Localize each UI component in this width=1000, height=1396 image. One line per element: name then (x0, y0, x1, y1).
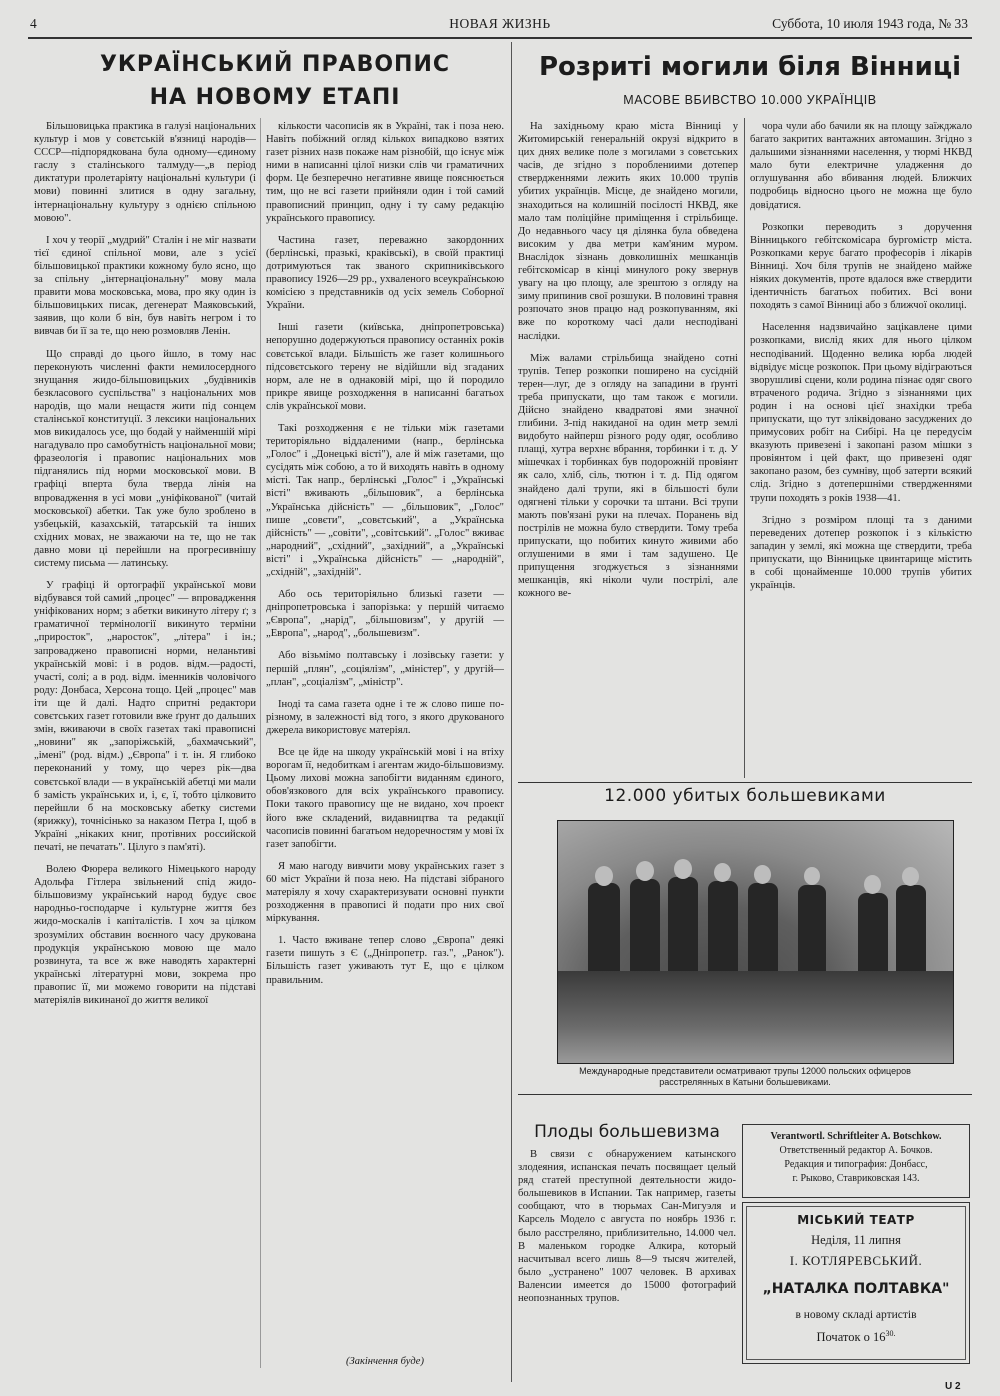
paragraph: Або ось територіяльно близькі газети — дніпропетровська і запорізька: у першій читаємо „Європа", „нарід", „більшовизм", у другій — „Европа", „народ", „большевизм". (266, 589, 504, 640)
date-issue: Суббота, 10 июля 1943 года, № 33 (772, 16, 968, 31)
header-rule (28, 37, 972, 39)
photo-caption-line2: расстрелянных в Катыни большевиками. (659, 1077, 831, 1087)
paragraph: І хоч у теорії „мудрий" Сталін і не міг назвати тієї єдиної спільної мови, але з усієї більшовицької практики кожному було ясно, що за спільну „інтернаціональну" мову мала правити мова московська, мова, про яку один із більшовицьких писак, дегенерат Маяковський, заявив, що коли б він, був навіть негром і то вивчав би її за те, що нею розмовляв Ленін. (34, 234, 256, 338)
paragraph: 1. Часто вживане тепер слово „Європа" деякі газети пишуть з Є („Дніпропетр. газ.", „Ранок"). Більшість газет уживають тут Е, що є цілком правильним. (266, 935, 504, 986)
column-divider-left (260, 118, 261, 1368)
plody-title: Плоды большевизма (534, 1122, 720, 1142)
photo-caption (518, 1066, 972, 1088)
imprint-box (742, 1124, 970, 1198)
paragraph: Волею Фюрера великого Німецького народу Адольфа Гітлера звільнений спід жидо-більшовизму український народ будує своє народньо-господарче і культурне життя без жидо-москалів і капіталістів. І хоч за цілком зрозумілих обставин воєнного часу друкована продукція українською мовою ще мало розвинута, та все ж вже наводять характерні українські літературні мови, зокрема про правопис її, ми можемо говорити на підставі матеріялів викинаної до життя великої (34, 864, 256, 1006)
paragraph: кількости часописів як в Україні, так і поза нею. Навіть побіжний огляд кількох випадково взятих газет різних назв покаже нам різнобій, що існує між ними в написанні цілої низки слів чи граматичних форм. Це безперечно негативне явище пояснюється тим, що не всі газети прийняли один і той самий правописний принцип, одну і ту саму редакцію українського правопису. (266, 121, 504, 224)
theatre-box (742, 1202, 970, 1364)
imprint-line: Ответственный редактор А. Бочков. (779, 1145, 933, 1156)
paragraph: У графіці й ортографії української мови відбувався той самий „процес" — впровадження уніфікованих норм; з абетки викинуто літеру ґ; з граматичної термінології викинуто терміни „приросток", „наросток", „літера" і ін.; запроваджено правописні норми, неланьтиві українській мові: і в родов. відм.—радості, участі, солі; а в род. відм. іменників чоловічого роду: Донбаса, Херсона тощо. Цей „процес" мав іти ще й далі. Надто спритні редактори совєтських газет готовили вже ґрунт до дальших змін, вживаючи в своїх газетах такі правописні „новини" як „запоріжській, „бахмачський", „імені" (род. відм.) „Європа" і т. ін. Я глибоко переконаний у тому, що через рік—два совєтської влади — в українській абетці ми мали б замість українських и, і, є, ї, тобто цілковито перейшли б на московську абетку системи (ярижку), точнісінько за наказом Петра І, щоб в Україні „нікаких книг, протівних российской печаті, не печатать". Цілуго з пам'яті). (34, 580, 256, 853)
section-rule-2 (518, 1094, 972, 1095)
theatre-date: Неділя, 11 липня (811, 1233, 901, 1247)
paragraph: Розкопки переводить з доручення Вінницького гебітскомісара бургомістр міста. Розкопками керує багато професорів і лікарів Вінниці. Хоч біля трупів не знайдено майже ніяких документів, проте вдалося вже ствердити ідентичність багатьох побитих. Всі вони походять з самої Вінниці або з ближчої околиці. (750, 221, 972, 312)
imprint-line: Verantwortl. Schriftleiter A. Botschkow. (770, 1131, 942, 1142)
photo-heading: 12.000 убитых большевиками (604, 786, 886, 806)
page-number: 4 (30, 16, 37, 31)
theatre-start (743, 1329, 969, 1345)
paragraph: Все це йде на шкоду українській мові і на втіху ворогам її, недобиткам і агентам жидо-більшовизму. Цьому лихові можна запобігти виданням єдиного, обов'язкового для всіх українського правопису. Поки такого правопису ще не видано, хоч проект його вже складений, видавництва та редакції часописів повинні багатьом недоречностям у мові їх газет запобігти. (266, 747, 504, 850)
paragraph: В связи с обнаружением катынского злодеяния, испанская печать посвящает целый ряд статей преступной деятельности жидо-большевиков в Испании. Так например, газеты сообщают, что в тюрьмах Сан-Мигуэля и Карсель Модело с августа по ноябрь 1936 г. было расстреляно, приблизительно, 14.000 чел. В маленьком городке Алкира, который насчитывал всего лишь 8—9 тысяч жителей, было „устранено" 1007 человек. В архивах Валенсии имеется до 15000 фотографий неопознанных трупов. (518, 1149, 736, 1305)
theatre-start-label: Початок о 16 (816, 1330, 886, 1345)
column-divider (511, 42, 512, 1382)
katyn-photo (557, 820, 954, 1064)
left-article-title-line2: НА НОВОМУ ЕТАПІ (149, 85, 401, 110)
paragraph: Населення надзвичайно зацікавлене цими розкопками, вислід яких для нього цілком несподіваний. Щоденно велика юрба людей відвідує місце розкопок. При цьому відіграються зворушливі сцени, коли родина пізнає одяг свого втраченого родича. Згідно з зізнаннями цих родин і на основі цієї знахідки треба припускати, що тут зліквідовано засуджених до примусових робіт на Сибірі. На це передусім вказують привезені і закопані разом мішки з провіянтом і цей факт, що привезені одяг закопано разом, без сумніву, щоб затерти всякий слід. Згідно з дотепершніми ствердженнями трупи походять з років 1938—41. (750, 322, 972, 504)
theatre-author: І. КОТЛЯРЕВСЬКИЙ. (789, 1253, 923, 1268)
paragraph: Інші газети (київська, дніпропетровська) непорушно додержуються правопису останніх років совєтської влади. Більшість же газет колишнього підсовєтського терену не відійшли від згаданих норм, але не в однаковій мірі, що й породило прикре явище розходження в написанні багатьох слів української мови. (266, 322, 504, 412)
section-rule (518, 782, 972, 783)
right-article-title: Розриті могили біля Вінниці (538, 52, 962, 82)
theatre-start-sup: 30. (885, 1329, 896, 1338)
right-article-column-2 (750, 120, 972, 780)
right-article-column-1 (518, 120, 738, 780)
left-article-column-1 (34, 120, 256, 1365)
paragraph: Я маю нагоду вивчити мову українських газет з 60 міст України й поза нею. На підставі зібраного матеріялу я хочу схарактеризувати основні пункти розходження в правописі й подати про них свої міркування. (266, 860, 504, 925)
paper-name: НОВАЯ ЖИЗНЬ (449, 16, 551, 31)
right-article-subtitle: МАСОВЕ ВБИВСТВО 10.000 УКРАЇНЦІВ (623, 93, 877, 107)
paragraph: Між валами стрільбища знайдено сотні трупів. Тепер розкопки поширено на сусідній терен—луг, де з огляду на западини в ґрунті треба припускати, що там також є могили. Дійсно знайдено квадратові ями значної глибини. З-під накиданої на один метр землі видобуто найперш різного роду одяг, особливо плащі, хутра верхнє вбрання, торбинки і т. д. У мішечках і торбинках був подорожній провіянт як сало, хліб, сіль, тютюн і т. д. Під одягом знайдено далі трупи, які в більшості були одягнені тільки у сорочки та штани. Всі трупи мають пов'язані руки на плечах. Поранень від пострілів не можна було ствердити. Тому треба припускати, що побитих кинуто живими або оглушеними в ями і там задушено. Це припущення згоджується з зізнаннями мешканців, які ніколи чули пострілі, але кожного ве- (518, 352, 738, 600)
photo-caption-line1: Международные представители осматривают трупы 12000 польских офицеров (579, 1066, 911, 1076)
paragraph: чора чули або бачили як на площу заїжджало багато закритих вантажних автомашин. Згідно з дальшими зізнаннями населення, у тюрмі НКВД мало бути електричне уладження до оглушування або вбивання людей. Ближчих подробиць відносно цього не можна ще було довідатися. (750, 121, 972, 211)
theatre-cast: в новому складі артистів (795, 1309, 917, 1321)
paragraph: Що справді до цього йшло, в тому нас переконують численні факти немилосердного знущання жидо-більшовицьких „будівників безкласового суспільства" з національних мов народів, що мали нещастя жити під сонцем сталінської конституції. З лексики національних мов викидалось усе, що бодай у найменшій мірі нагадувало про самобутність національної мови; фразеологія і правопис національних мов підганялись під норми московської мови. В графіці вперта була тверда лінія на впровадження в усі мови „уніфікованої" (читай московської) абетки. Так уже було зроблено в узбецькій, казахській, татарській та інших східних мовах, не зважаючи на те, що не так давно мови ці перейшли на прогресивнішу систему письма — латинську. (34, 348, 256, 569)
footer-code: U 2 (945, 1381, 961, 1392)
left-article-title-line1: УКРАЇНСЬКИЙ ПРАВОПИС (99, 52, 451, 77)
paragraph: На західньому краю міста Вінниці у Житомирській генеральній окрузі відкрито в цих днях велике поле з могилами з совєтських часів, де згідно з пороблениими дотепер ствердженнями лежить яких 10.000 трупів убитих українців. Місце, де знайдено могили, знаходиться на колишній посілості НКВД, яке мало там поліційне приміщення і стрільбище. До недавнього часу ця ділянка була обведена високим у два метри кам'яним муром. Внаслідок зізнань довколишніх мешканців гебітскомісар в кінці минулого року звернув увагу на цю площу, але зрештою з огляду на зиму припинив свої розшуки. В половині травня розпочато знов працю над розкопуванням, які вже по короткому часі дали несподівані наслідки. (518, 121, 738, 342)
column-divider-right (744, 118, 745, 778)
paragraph: Згідно з розміром площі та з даними переведених дотепер розкопок і з кількістю западин у землі, які можна ще ствердити, треба припускати, що Вінницьке цвинтарище містить в собі щонайменше 10.000 трупів убитих українців. (750, 514, 972, 592)
paragraph: Іноді та сама газета одне і те ж слово пише по-різному, в залежності від того, з якого друкованого джерела використовує матеріял. (266, 698, 504, 736)
left-article-column-2 (266, 120, 504, 1345)
paragraph: Або візьмімо полтавську і лозівську газети: у першій „плян", „соціялізм", „міністер", у другій—„план", „соціалізм", „міністр". (266, 650, 504, 688)
continued-note: (Закінчення буде) (346, 1356, 424, 1367)
theatre-play: „НАТАЛКА ПОЛТАВКА" (762, 1281, 950, 1297)
theatre-title: МІСЬКИЙ ТЕАТР (797, 1213, 915, 1227)
imprint-line: г. Рыково, Ставриковская 143. (792, 1173, 920, 1184)
paragraph: Більшовицька практика в галузі національних культур і мов у совєтській в'язниці народів—СССР—підпорядкована була одному—єдиному гаслу з сталінського талмуду—„в період диктатури пролетаріяту національні культури (і мови) повинні злитися в одну загальну, інтернаціональну культуру з однією спільною мовою". (34, 121, 256, 224)
imprint-line: Редакция и типография: Донбасс, (784, 1159, 928, 1170)
paragraph: Такі розходження є не тільки між газетами територіяльно віддаленими (напр., берлінська „Голос" і „Донецькі вісті"), але й між газетами, що сусідять між собою, а то й виходять навіть в одному місті. Так напр., берлінські „Голос" і „Українські вісті" вживають „більшовик", а берлінська „Українська дійсність" — „більшовик", „Голос" пише „совєти", „совєтський", а „Українська дійсність" — „совіти", „совітський". „Голос" вживає „народний", „східний", „західний", а „Українські вісті" і „Українська дійсність" — „народній", „східній", „західній". (266, 422, 504, 578)
paragraph: Частина газет, переважно закордонних (берлінські, празькі, краківські), в своїй практиці дотримуються так званого скрипниківського правопису 1926—29 рр., ухваленого всеукраїнською комісією з представників од усіх земель Соборної України. (266, 234, 504, 312)
plody-column (518, 1148, 736, 1376)
